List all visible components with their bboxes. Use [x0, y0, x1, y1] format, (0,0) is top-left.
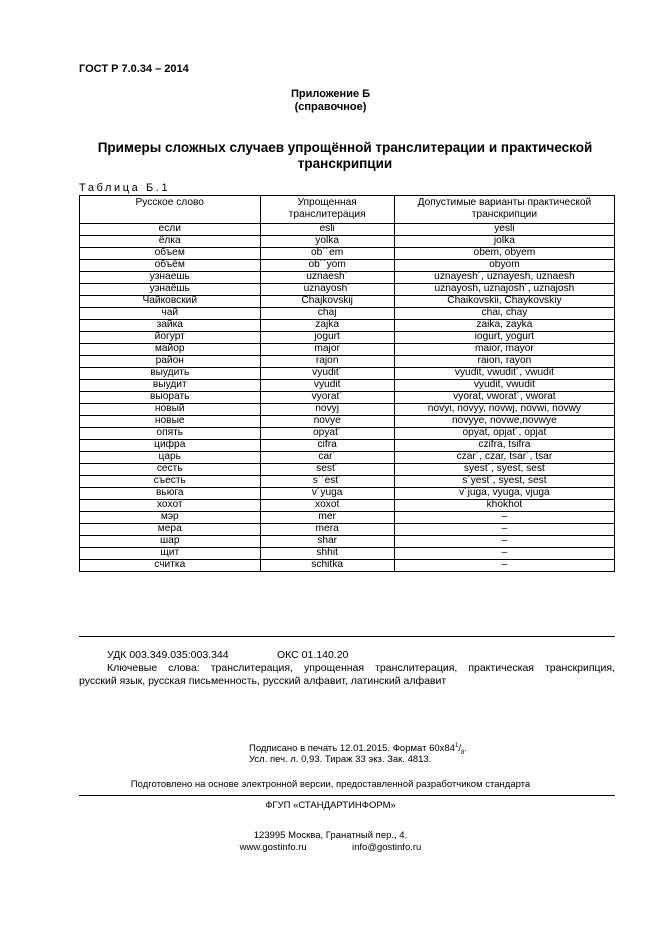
cell-practical-transcription: chai, chay: [394, 308, 614, 320]
cell-simplified-transliteration: ob´´em: [260, 248, 394, 260]
cell-russian-word: считка: [80, 560, 261, 572]
table-row: [80, 308, 615, 320]
cell-practical-transcription: –: [394, 560, 614, 572]
appendix-subtitle: (справочное): [294, 101, 367, 113]
cell-simplified-transliteration: major: [260, 344, 394, 356]
cell-simplified-transliteration: sest´: [260, 464, 394, 476]
cell-russian-word: царь: [80, 452, 261, 464]
cell-simplified-transliteration: vyorat´: [260, 392, 394, 404]
email-link[interactable]: info@gostinfo.ru: [352, 842, 422, 853]
cell-simplified-transliteration: xoxot: [260, 500, 394, 512]
cell-simplified-transliteration: esli: [260, 224, 394, 236]
table-row: [80, 476, 615, 488]
cell-russian-word: щит: [80, 548, 261, 560]
cell-russian-word: новые: [80, 416, 261, 428]
udk-code: УДК 003.349.035:003.344: [107, 649, 229, 661]
cell-simplified-transliteration: novye: [260, 416, 394, 428]
table-row: [80, 236, 615, 248]
table-row: [80, 260, 615, 272]
cell-practical-transcription: opyat, opjat´, opjat: [394, 428, 614, 440]
cell-simplified-transliteration: mera: [260, 524, 394, 536]
table-row: [80, 464, 615, 476]
cell-practical-transcription: jolka: [394, 236, 614, 248]
cell-practical-transcription: vyudit, vwudit: [394, 380, 614, 392]
table-row: [80, 404, 615, 416]
cell-practical-transcription: novyye, novwe,novwye: [394, 416, 614, 428]
cell-practical-transcription: –: [394, 524, 614, 536]
cell-simplified-transliteration: zajka: [260, 320, 394, 332]
cell-practical-transcription: uznayesh´, uznayesh, uznaesh: [394, 272, 614, 284]
table-row: [80, 512, 615, 524]
table-row: [80, 296, 615, 308]
cell-simplified-transliteration: uznayosh´: [260, 284, 394, 296]
cell-practical-transcription: czar´, czar, tsar´, tsar: [394, 452, 614, 464]
cell-russian-word: если: [80, 224, 261, 236]
header-simplified-transliteration: Упрощенная транслитерация: [260, 196, 394, 224]
cell-simplified-transliteration: uznaesh´: [260, 272, 394, 284]
table-row: [80, 320, 615, 332]
table-row: [80, 560, 615, 572]
cell-russian-word: зайка: [80, 320, 261, 332]
cell-simplified-transliteration: opyat´: [260, 428, 394, 440]
cell-simplified-transliteration: jogurt: [260, 332, 394, 344]
cell-russian-word: узнаёшь: [80, 284, 261, 296]
cell-russian-word: йогурт: [80, 332, 261, 344]
cell-simplified-transliteration: vyudit´: [260, 368, 394, 380]
cell-simplified-transliteration: novyj: [260, 404, 394, 416]
cell-practical-transcription: zaika, zayka: [394, 320, 614, 332]
table-row: [80, 416, 615, 428]
cell-practical-transcription: vyorat, vworat´, vworat: [394, 392, 614, 404]
prepared-note: Подготовлено на основе электронной версии, предоставленной разработчиком стандарта: [130, 779, 531, 790]
org-divider: [79, 795, 615, 796]
cell-russian-word: опять: [80, 428, 261, 440]
footer-divider: [79, 636, 615, 637]
page-title-line2: транскрипции: [297, 156, 393, 171]
cell-simplified-transliteration: cifra: [260, 440, 394, 452]
cell-simplified-transliteration: shhit: [260, 548, 394, 560]
cell-practical-transcription: –: [394, 536, 614, 548]
cell-practical-transcription: syest´, syest, sest: [394, 464, 614, 476]
cell-russian-word: Чайковский: [80, 296, 261, 308]
cell-russian-word: майор: [80, 344, 261, 356]
table-row: [80, 392, 615, 404]
keywords-line1: Ключевые слова: транслитерация, упрощенная транслитерация, практическая транскрипция,: [107, 662, 615, 674]
keywords-line2: русский язык, русская письменность, русский алфавит, латинский алфавит: [79, 675, 447, 687]
table-header-row: [80, 196, 615, 224]
cell-practical-transcription: uznayosh, uznajosh´, uznajosh: [394, 284, 614, 296]
table-row: [80, 224, 615, 236]
website-link[interactable]: www.gostinfo.ru: [239, 842, 307, 853]
cell-practical-transcription: obyom: [394, 260, 614, 272]
cell-simplified-transliteration: v´yuga: [260, 488, 394, 500]
cell-russian-word: цифра: [80, 440, 261, 452]
transliteration-table: [79, 195, 615, 572]
cell-simplified-transliteration: schitka: [260, 560, 394, 572]
cell-practical-transcription: s´yest´, syest, sest: [394, 476, 614, 488]
cell-practical-transcription: v´juga, vyuga, vjuga: [394, 488, 614, 500]
table-row: [80, 248, 615, 260]
table-row: [80, 548, 615, 560]
table-row: [80, 500, 615, 512]
table-row: [80, 368, 615, 380]
cell-russian-word: объём: [80, 260, 261, 272]
table-row: [80, 272, 615, 284]
cell-practical-transcription: vyudit, vwudit´, vwudit: [394, 368, 614, 380]
page-title-line1: Примеры сложных случаев упрощённой транслитерации и практической: [97, 140, 593, 155]
cell-simplified-transliteration: shar: [260, 536, 394, 548]
cell-simplified-transliteration: car´: [260, 452, 394, 464]
cell-simplified-transliteration: chaj: [260, 308, 394, 320]
standard-code: ГОСТ Р 7.0.34 – 2014: [79, 63, 189, 75]
format-sup: 1: [454, 743, 459, 749]
table-body: [80, 224, 615, 572]
cell-russian-word: вьюга: [80, 488, 261, 500]
header-practical-transcription: Допустимые варианты практической транскрипции: [394, 196, 614, 224]
table-row: [80, 332, 615, 344]
cell-simplified-transliteration: s´´est´: [260, 476, 394, 488]
table-row: [80, 452, 615, 464]
table-row: [80, 380, 615, 392]
print-info: Усл. печ. л. 0,93. Тираж 33 экз. Зак. 4813.: [249, 754, 432, 765]
cell-simplified-transliteration: mer: [260, 512, 394, 524]
cell-simplified-transliteration: ob´´yom: [260, 260, 394, 272]
format-sub: 8: [460, 750, 465, 757]
publisher-name: ФГУП «СТАНДАРТИНФОРМ»: [265, 800, 396, 811]
cell-practical-transcription: khokhot: [394, 500, 614, 512]
cell-russian-word: район: [80, 356, 261, 368]
cell-practical-transcription: –: [394, 548, 614, 560]
cell-russian-word: чай: [80, 308, 261, 320]
cell-simplified-transliteration: Chajkovskij: [260, 296, 394, 308]
table-row: [80, 524, 615, 536]
cell-russian-word: выорать: [80, 392, 261, 404]
cell-russian-word: мера: [80, 524, 261, 536]
cell-practical-transcription: –: [394, 512, 614, 524]
header-russian-word: Русское слово: [80, 196, 261, 224]
cell-russian-word: сесть: [80, 464, 261, 476]
page-title: [90, 140, 600, 172]
appendix-title: Приложение Б: [290, 88, 371, 100]
table-row: [80, 536, 615, 548]
cell-practical-transcription: obem, obyem: [394, 248, 614, 260]
cell-russian-word: узнаешь: [80, 272, 261, 284]
cell-russian-word: съесть: [80, 476, 261, 488]
table-row: [80, 344, 615, 356]
table-caption: Таблица Б.1: [79, 182, 171, 194]
cell-practical-transcription: iogurt, yogurt: [394, 332, 614, 344]
table-row: [80, 488, 615, 500]
cell-practical-transcription: raion, rayon: [394, 356, 614, 368]
cell-russian-word: ёлка: [80, 236, 261, 248]
signed-text: Подписано в печать 12.01.2015. Формат 60x84: [249, 743, 455, 755]
table-row: [80, 440, 615, 452]
cell-russian-word: шар: [80, 536, 261, 548]
cell-russian-word: новый: [80, 404, 261, 416]
publisher-address: 123995 Москва, Гранатный пер., 4.: [253, 830, 408, 841]
publisher-contacts: [0, 841, 661, 854]
cell-russian-word: выудить: [80, 368, 261, 380]
oks-code: ОКС 01.140.20: [277, 649, 349, 661]
cell-simplified-transliteration: rajon: [260, 356, 394, 368]
table-row: [80, 356, 615, 368]
cell-practical-transcription: czifra, tsifra: [394, 440, 614, 452]
cell-practical-transcription: novyi, novyy, novwj, novwi, novwy: [394, 404, 614, 416]
cell-practical-transcription: yesli: [394, 224, 614, 236]
cell-russian-word: хохот: [80, 500, 261, 512]
table-row: [80, 428, 615, 440]
cell-simplified-transliteration: yolka: [260, 236, 394, 248]
cell-russian-word: мэр: [80, 512, 261, 524]
cell-simplified-transliteration: vyudit: [260, 380, 394, 392]
cell-russian-word: выудит: [80, 380, 261, 392]
cell-practical-transcription: maior, mayor: [394, 344, 614, 356]
signed-info: Подписано в печать 12.01.2015. Формат $60x84^1/_8$.: [249, 743, 467, 757]
cell-russian-word: объем: [80, 248, 261, 260]
table-row: [80, 284, 615, 296]
cell-practical-transcription: Chaikovskii, Chaykovskiy: [394, 296, 614, 308]
